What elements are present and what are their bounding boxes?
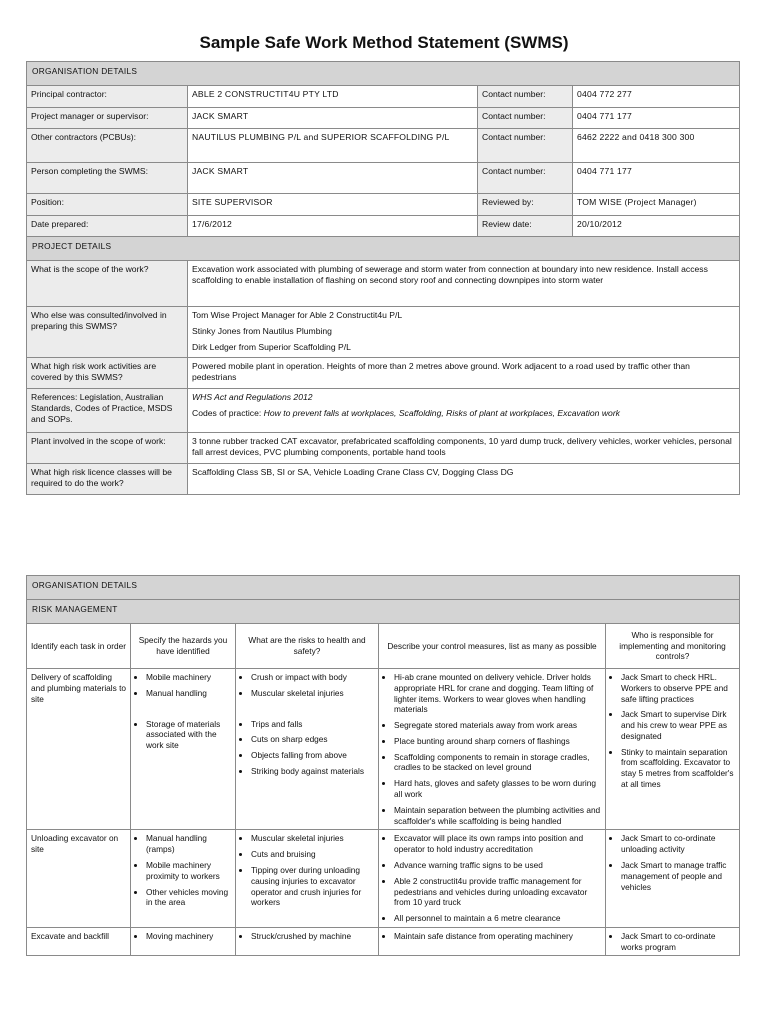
list-item: • Mobile machinery proximity to workers [146,860,231,882]
references-value [188,388,740,432]
contact-value: 0404 771 177 [573,163,740,194]
plant-value: 3 tonne rubber tracked CAT excavator, prefabricated scaffolding components, 10 yard dump truck, delivery vehicles, worker vehicles, personal fall arrest devices, PVC plumbing components, portable hand tools [188,432,740,463]
risk-org-heading: ORGANISATION DETAILS [27,576,740,600]
high-risk-work-label: What high risk work activities are covered by this SWMS? [27,357,188,388]
list-item: • Maintain separation between the plumbing activities and scaffolder's while scaffolding is being handled [394,805,601,827]
list-item: • Segregate stored materials away from work areas [394,720,601,731]
other-contractors-value: NAUTILUS PLUMBING P/L and SUPERIOR SCAFFOLDING P/L [188,129,478,163]
list-item: • Manual handling [146,688,231,699]
list-item: • Hard hats, gloves and safety glasses to be worn during all work [394,778,601,800]
consulted-list [188,307,740,358]
position-label: Position: [27,194,188,216]
list-item: • Crush or impact with body [251,672,374,683]
review-date-value: 20/10/2012 [573,216,740,237]
consulted-item: Dirk Ledger from Superior Scaffolding P/L [192,342,351,353]
reviewed-by-label: Reviewed by: [478,194,573,216]
list-item: • All personnel to maintain a 6 metre clearance [394,913,601,924]
task-cell: Unloading excavator on site [27,830,131,927]
list-item: • Jack Smart to check HRL. Workers to observe PPE and safe lifting practices [621,672,735,704]
responsible-cell [606,927,740,956]
list-item: • Maintain safe distance from operating machinery [394,931,601,942]
risks-cell [236,927,379,956]
list-item: • Cuts on sharp edges [251,734,374,745]
table-row [27,830,740,927]
references-act: WHS Act and Regulations 2012 [192,391,313,402]
codes-of-practice [192,408,735,419]
hazards-cell [131,669,236,830]
consulted-label: Who else was consulted/involved in preparing this SWMS? [27,307,188,358]
list-item: • Trips and falls [251,719,374,730]
col-header-hazards: Specify the hazards you have identified [131,624,236,669]
risk-table [26,575,740,956]
contact-label: Contact number: [478,163,573,194]
controls-cell [379,669,606,830]
details-table [26,61,740,495]
list-item: • Hi-ab crane mounted on delivery vehicle. Driver holds appropriate HRL for crane and dogging. Team lifting of lighter items. Workers to wear gloves when handling materials [394,672,601,715]
contact-value: 6462 2222 and 0418 300 300 [573,129,740,163]
consulted-item: Tom Wise Project Manager for Able 2 Constructit4u P/L [192,310,403,320]
hazards-cell [131,830,236,927]
consulted-item: Stinky Jones from Nautilus Plumbing [192,326,332,337]
list-item: • Tipping over during unloading causing injuries to excavator operator and crush injuries for workers [251,865,374,908]
controls-cell [379,830,606,927]
list-item: • Excavator will place its own ramps into position and operator to hold industry accreditation [394,833,601,855]
list-item: • Jack Smart to co-ordinate works program [621,931,735,953]
date-prepared-label: Date prepared: [27,216,188,237]
col-header-responsible: Who is responsible for implementing and monitoring controls? [606,624,740,669]
table-row [27,669,740,830]
list-item: • Place bunting around sharp corners of flashings [394,736,601,747]
codes-prefix: Codes of practice: [192,407,264,418]
contact-value: 0404 771 177 [573,108,740,129]
reviewed-by-value: TOM WISE (Project Manager) [573,194,740,216]
task-cell: Excavate and backfill [27,927,131,956]
list-item: • Scaffolding components to remain in storage cradles, cradles to be stacked on level ground [394,752,601,774]
principal-value: ABLE 2 CONSTRUCTIT4U PTY LTD [188,86,478,108]
licence-label: What high risk licence classes will be required to do the work? [27,463,188,494]
person-completing-label: Person completing the SWMS: [27,163,188,194]
table-row [27,927,740,956]
page-title: Sample Safe Work Method Statement (SWMS) [199,33,569,52]
scope-label: What is the scope of the work? [27,261,188,307]
responsible-cell [606,669,740,830]
pm-label: Project manager or supervisor: [27,108,188,129]
list-item: • Other vehicles moving in the area [146,887,231,909]
contact-label: Contact number: [478,108,573,129]
list-item: • Mobile machinery [146,672,231,683]
list-item: • Stinky to maintain separation from scaffolding. Excavator to stay 5 metres from scaffolder's at all times [621,747,735,790]
list-item: • Moving machinery [146,931,231,942]
pm-value: JACK SMART [188,108,478,129]
list-item: • Manual handling (ramps) [146,833,231,855]
date-prepared-value: 17/6/2012 [188,216,478,237]
plant-label: Plant involved in the scope of work: [27,432,188,463]
col-header-risks: What are the risks to health and safety? [236,624,379,669]
responsible-cell [606,830,740,927]
hazards-cell [131,927,236,956]
contact-label: Contact number: [478,86,573,108]
references-label: References: Legislation, Australian Standards, Codes of Practice, MSDS and SOPs. [27,388,188,432]
org-heading: ORGANISATION DETAILS [27,62,740,86]
contact-label: Contact number: [478,129,573,163]
col-header-controls: Describe your control measures, list as many as possible [379,624,606,669]
list-item: • Jack Smart to manage traffic management of people and vehicles [621,860,735,892]
risk-heading: RISK MANAGEMENT [27,600,740,624]
list-item: • Cuts and bruising [251,849,374,860]
list-item: • Striking body against materials [251,766,374,777]
risks-cell [236,669,379,830]
col-header-task: Identify each task in order [27,624,131,669]
licence-value: Scaffolding Class SB, SI or SA, Vehicle Loading Crane Class CV, Dogging Class DG [188,463,740,494]
position-value: SITE SUPERVISOR [188,194,478,216]
risks-cell [236,830,379,927]
list-item: • Advance warning traffic signs to be used [394,860,601,871]
list-item: • Muscular skeletal injuries [251,833,374,844]
list-item: • Jack Smart to supervise Dirk and his crew to wear PPE as designated [621,709,735,741]
codes-list: How to prevent falls at workplaces, Scaffolding, Risks of plant at workplaces, Excavation work [263,407,620,418]
list-item: • Struck/crushed by machine [251,931,374,942]
list-item: • Jack Smart to co-ordinate unloading activity [621,833,735,855]
review-date-label: Review date: [478,216,573,237]
scope-value: Excavation work associated with plumbing of sewerage and storm water from connection at boundary into new residence. Install access scaffolding to enable installation of flashing on second story roof and connecting downpipes into storm water [188,261,740,307]
other-contractors-label: Other contractors (PCBUs): [27,129,188,163]
person-completing-value: JACK SMART [188,163,478,194]
list-item: • Objects falling from above [251,750,374,761]
list-item: • Storage of materials associated with the work site [146,719,231,751]
controls-cell [379,927,606,956]
list-item: • Muscular skeletal injuries [251,688,374,699]
high-risk-work-value: Powered mobile plant in operation. Heights of more than 2 metres above ground. Work adjacent to a road used by traffic other than pedestrians [188,357,740,388]
principal-label: Principal contractor: [27,86,188,108]
project-heading: PROJECT DETAILS [27,237,740,261]
contact-value: 0404 772 277 [573,86,740,108]
task-cell: Delivery of scaffolding and plumbing materials to site [27,669,131,830]
list-item: • Able 2 constructit4u provide traffic management for pedestrians and vehicles during unloading excavator from 10 yard truck [394,876,601,908]
